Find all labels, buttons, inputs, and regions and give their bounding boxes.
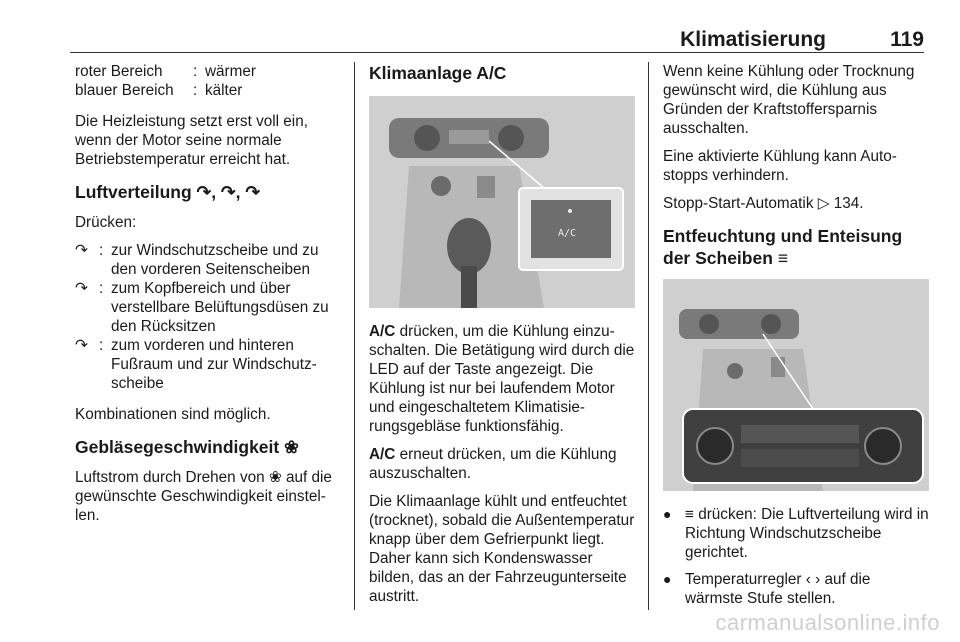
page-reference-link[interactable]: ▷ 134.: [817, 195, 864, 212]
defrost-heading: [663, 225, 929, 269]
paragraph-text: drücken, um die Kühlung einzuschalten. Die Betätigung wird durch die LED auf der Taste angezeigt. Die Kühlung ist nur bei laufendem Motor und eingeschaltetem Klimatisierungsgebläse funktionsfähig.: [369, 323, 635, 435]
fan-icon: ❀: [284, 437, 299, 457]
press-label: Drücken:: [75, 214, 137, 231]
item-colon: :: [99, 337, 104, 354]
heading-text: Gebläsegeschwindigkeit: [75, 437, 280, 457]
column-middle: [369, 62, 635, 615]
heading-text: Entfeuchtung und Enteisung der Scheiben: [663, 226, 903, 268]
climate-panel-illustration: [663, 279, 929, 491]
ac-on-paragraph: [369, 322, 635, 436]
fan-icon: ❀: [268, 469, 282, 486]
definition-row: [75, 62, 343, 81]
temperature-control-icon: ‹ ›: [805, 571, 821, 588]
paragraph-text: erneut drücken, um die Kühlung auszuschalten.: [369, 446, 617, 482]
item-colon: :: [99, 280, 104, 297]
bullet-text: [685, 505, 929, 562]
head-air-icon: ↷: [75, 280, 88, 297]
column-right: [663, 62, 929, 616]
definition-value: wärmer: [205, 63, 256, 80]
bullet-body: Temperaturregler: [685, 571, 802, 588]
defrost-icon: ≡: [685, 506, 694, 523]
bullet-text: [685, 570, 929, 608]
definition-row: [75, 81, 343, 100]
ac-button-photo: [369, 96, 635, 308]
windscreen-air-icon: ↷: [75, 242, 88, 259]
column-divider: [648, 62, 649, 610]
page-number: 119: [890, 28, 924, 51]
combination-paragraph: Kombinationen sind möglich.: [75, 406, 271, 423]
defrost-icon: ≡: [777, 248, 788, 268]
definition-key: roter Bereich: [75, 63, 163, 80]
cooling-off-paragraph: Wenn keine Kühlung oder Trocknung gewünscht wird, die Kühlung aus Gründen der Kraftstoffersparnis ausschalten.: [663, 63, 915, 137]
reference-text: Stopp-Start-Automatik: [663, 195, 814, 212]
ac-button-label: A/C: [369, 323, 396, 340]
air-distribution-icons: ↷, ↷, ↷: [196, 182, 260, 202]
column-divider: [354, 62, 355, 610]
definition-value: kälter: [205, 82, 243, 99]
definition-colon: :: [193, 82, 198, 99]
chapter-title: Klimatisierung: [680, 28, 826, 51]
cooling-paragraph: Die Klimaanlage kühlt und entfeuchtet (trocknet), sobald die Außentemperatur knapp über dem Gefrierpunkt liegt. Daher kann sich Kondenswasser bilden, das an der Fahrzeugunterseite austritt.: [369, 493, 635, 605]
ac-off-paragraph: [369, 445, 635, 483]
ac-photo-illustration: [369, 96, 635, 308]
bullet-icon: ●: [663, 506, 672, 522]
climate-panel-photo: [663, 279, 929, 491]
list-item: [75, 241, 343, 279]
column-left: [75, 62, 343, 534]
header-rule: [70, 52, 924, 53]
autostop-paragraph: Eine aktivierte Kühlung kann Autostopps verhindern.: [663, 148, 897, 184]
item-text: zur Windschutzscheibe und zu den vorderen Seitenscheiben: [111, 242, 319, 278]
list-item: [75, 336, 343, 393]
watermark: carmanualsonline.info: [715, 610, 940, 635]
fan-speed-heading: [75, 436, 343, 458]
list-item: [663, 505, 929, 562]
ac-button-label: A/C: [369, 446, 396, 463]
definition-key: blauer Bereich: [75, 82, 174, 99]
list-item: [663, 570, 929, 608]
heating-paragraph: Die Heizleistung setzt erst voll ein, wenn der Motor seine normale Betriebstemperatur erreicht hat.: [75, 113, 308, 168]
bullet-icon: ●: [663, 571, 672, 587]
list-item: [75, 279, 343, 336]
fan-text: Luftstrom durch Drehen von: [75, 469, 265, 486]
ac-heading: Klimaanlage A/C: [369, 63, 507, 83]
item-text: zum Kopfbereich und über verstellbare Belüftungsdüsen zu den Rücksitzen: [111, 280, 329, 335]
ac-photo-label: A/C: [558, 228, 577, 239]
heading-text: Luftverteilung: [75, 182, 192, 202]
fan-paragraph: [75, 468, 343, 525]
page-header: [70, 28, 924, 52]
foot-air-icon: ↷: [75, 337, 88, 354]
bullet-body: drücken: Die Luftverteilung wird in Richtung Windschutzscheibe gerichtet.: [685, 506, 929, 561]
stop-start-reference: [663, 194, 929, 213]
air-distribution-heading: [75, 181, 343, 203]
item-colon: :: [99, 242, 104, 259]
definition-colon: :: [193, 63, 198, 80]
fan-text-tail: auf die gewünschte Geschwindigkeit einstellen.: [75, 469, 332, 524]
item-text: zum vorderen und hinteren Fußraum und zur Windschutzscheibe: [111, 337, 317, 392]
bullet-body: auf die wärmste Stufe stellen.: [685, 571, 871, 607]
